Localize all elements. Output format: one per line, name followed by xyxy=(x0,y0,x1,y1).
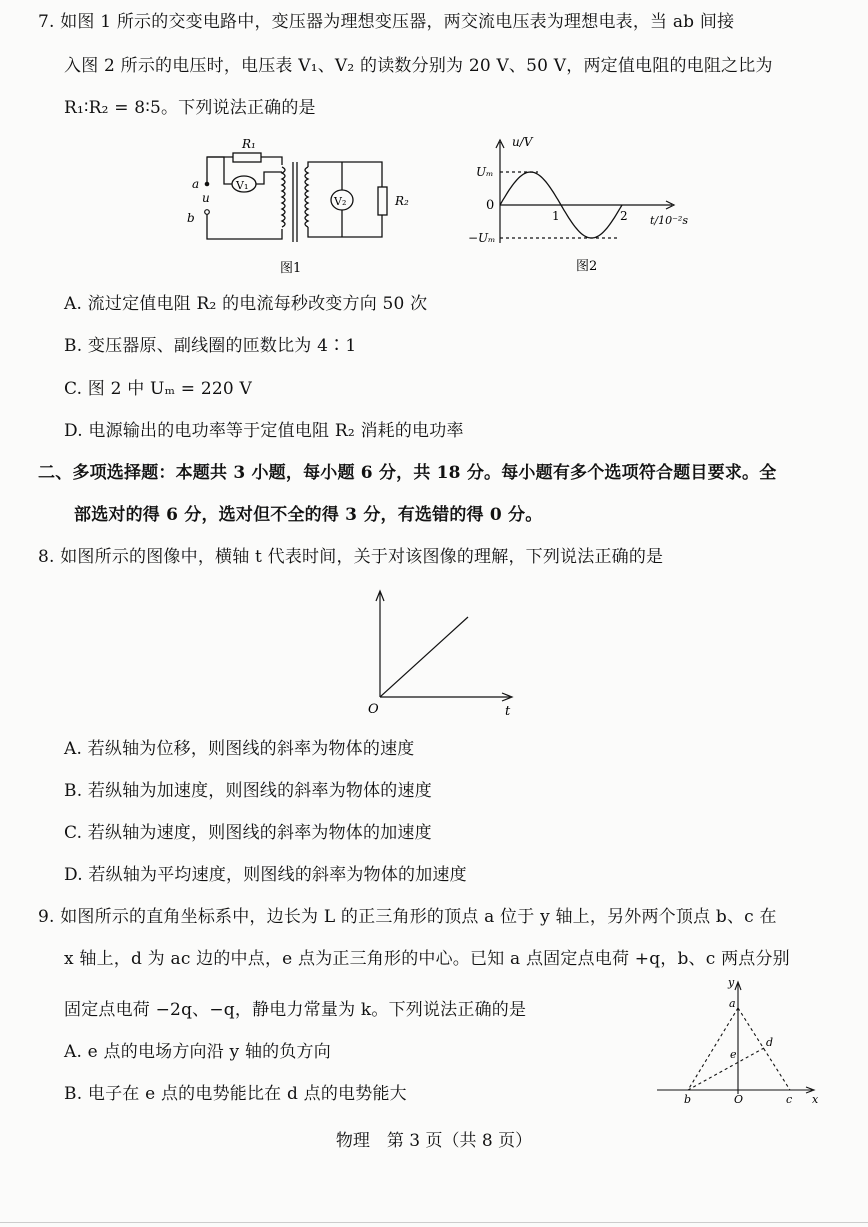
label-v1: V₁ xyxy=(236,179,249,192)
page-footer: 物理 第 3 页（共 8 页） xyxy=(335,1131,533,1151)
q9-x-axis-label: x xyxy=(812,1093,819,1106)
q9-stem-line-1: 9. 如图所示的直角坐标系中，边长为 L 的正三角形的顶点 a 位于 y 轴上，另外两个顶点 b、c 在 xyxy=(38,907,777,927)
origin-label: 0 xyxy=(486,198,495,213)
vertex-a-label: a xyxy=(729,997,736,1010)
q7-figure-2-waveform xyxy=(462,128,702,282)
q9-triangle-figure xyxy=(652,976,822,1110)
q7-figure-1-circuit xyxy=(182,132,412,281)
q8-origin-label: O xyxy=(368,702,379,717)
label-v2: V₂ xyxy=(334,195,347,208)
q7-option-b: B. 变压器原、副线圈的匝数比为 4∶1 xyxy=(64,336,357,356)
q9-stem-line-3: 固定点电荷 −2q、−q，静电力常量为 k。下列说法正确的是 xyxy=(64,1000,527,1020)
neg-um-label: −Uₘ xyxy=(468,231,496,245)
q8-graph xyxy=(360,585,530,724)
label-b: b xyxy=(187,211,195,225)
q7-option-d: D. 电源输出的电功率等于定值电阻 R₂ 消耗的电功率 xyxy=(64,421,464,441)
q8-t-axis-label: t xyxy=(505,704,511,719)
straight-line-graph xyxy=(380,617,468,697)
q9-stem-line-2: x 轴上，d 为 ac 边的中点，e 点为正三角形的中心。已知 a 点固定点电荷 +q，b、c 两点分别 xyxy=(64,949,790,969)
q8-option-c: C. 若纵轴为速度，则图线的斜率为物体的加速度 xyxy=(64,823,432,843)
q7-option-a: A. 流过定值电阻 R₂ 的电流每秒改变方向 50 次 xyxy=(64,294,428,314)
point-d-label: d xyxy=(766,1036,774,1049)
figure-1-caption: 图1 xyxy=(280,261,302,276)
vertex-b-label: b xyxy=(684,1093,692,1106)
section-2-heading-line-2: 部选对的得 6 分，选对但不全的得 3 分，有选错的得 0 分。 xyxy=(74,505,543,525)
q8-option-d: D. 若纵轴为平均速度，则图线的斜率为物体的加速度 xyxy=(64,865,467,885)
q9-option-b: B. 电子在 e 点的电势能比在 d 点的电势能大 xyxy=(64,1084,407,1104)
q7-stem-line-1: 7. 如图 1 所示的交变电路中，变压器为理想变压器，两交流电压表为理想电表，当 ab 间接 xyxy=(38,12,735,32)
um-label: Uₘ xyxy=(476,165,494,179)
label-r2: R₂ xyxy=(395,194,409,208)
q8-option-b: B. 若纵轴为加速度，则图线的斜率为物体的速度 xyxy=(64,781,432,801)
tick-1: 1 xyxy=(552,209,560,223)
q8-option-a: A. 若纵轴为位移，则图线的斜率为物体的速度 xyxy=(64,739,415,759)
y-axis-label: u/V xyxy=(512,135,533,149)
bottom-divider xyxy=(0,1222,868,1223)
q7-stem-line-2: 入图 2 所示的电压时，电压表 V₁、V₂ 的读数分别为 20 V、50 V，两定值电阻的电阻之比为 xyxy=(64,56,773,76)
label-u: u xyxy=(202,191,210,205)
q8-stem: 8. 如图所示的图像中，横轴 t 代表时间，关于对该图像的理解，下列说法正确的是 xyxy=(38,547,664,567)
origin-o-label: O xyxy=(734,1093,744,1106)
tick-2: 2 xyxy=(620,209,628,223)
vertex-c-label: c xyxy=(786,1093,793,1106)
label-r1: R₁ xyxy=(242,137,256,151)
section-2-heading-line-1: 二、多项选择题：本题共 3 小题，每小题 6 分，共 18 分。每小题有多个选项符合题目要求。全 xyxy=(38,463,777,483)
q9-option-a: A. e 点的电场方向沿 y 轴的负方向 xyxy=(64,1042,331,1062)
q9-y-axis-label: y xyxy=(728,976,735,989)
q7-stem-line-3: R₁∶R₂ = 8∶5。下列说法正确的是 xyxy=(64,98,316,118)
label-a: a xyxy=(192,177,200,191)
q7-option-c: C. 图 2 中 Uₘ = 220 V xyxy=(64,379,252,399)
point-e-label: e xyxy=(730,1048,737,1061)
figure-2-caption: 图2 xyxy=(576,259,598,274)
x-axis-label: t/10⁻²s xyxy=(650,214,688,227)
